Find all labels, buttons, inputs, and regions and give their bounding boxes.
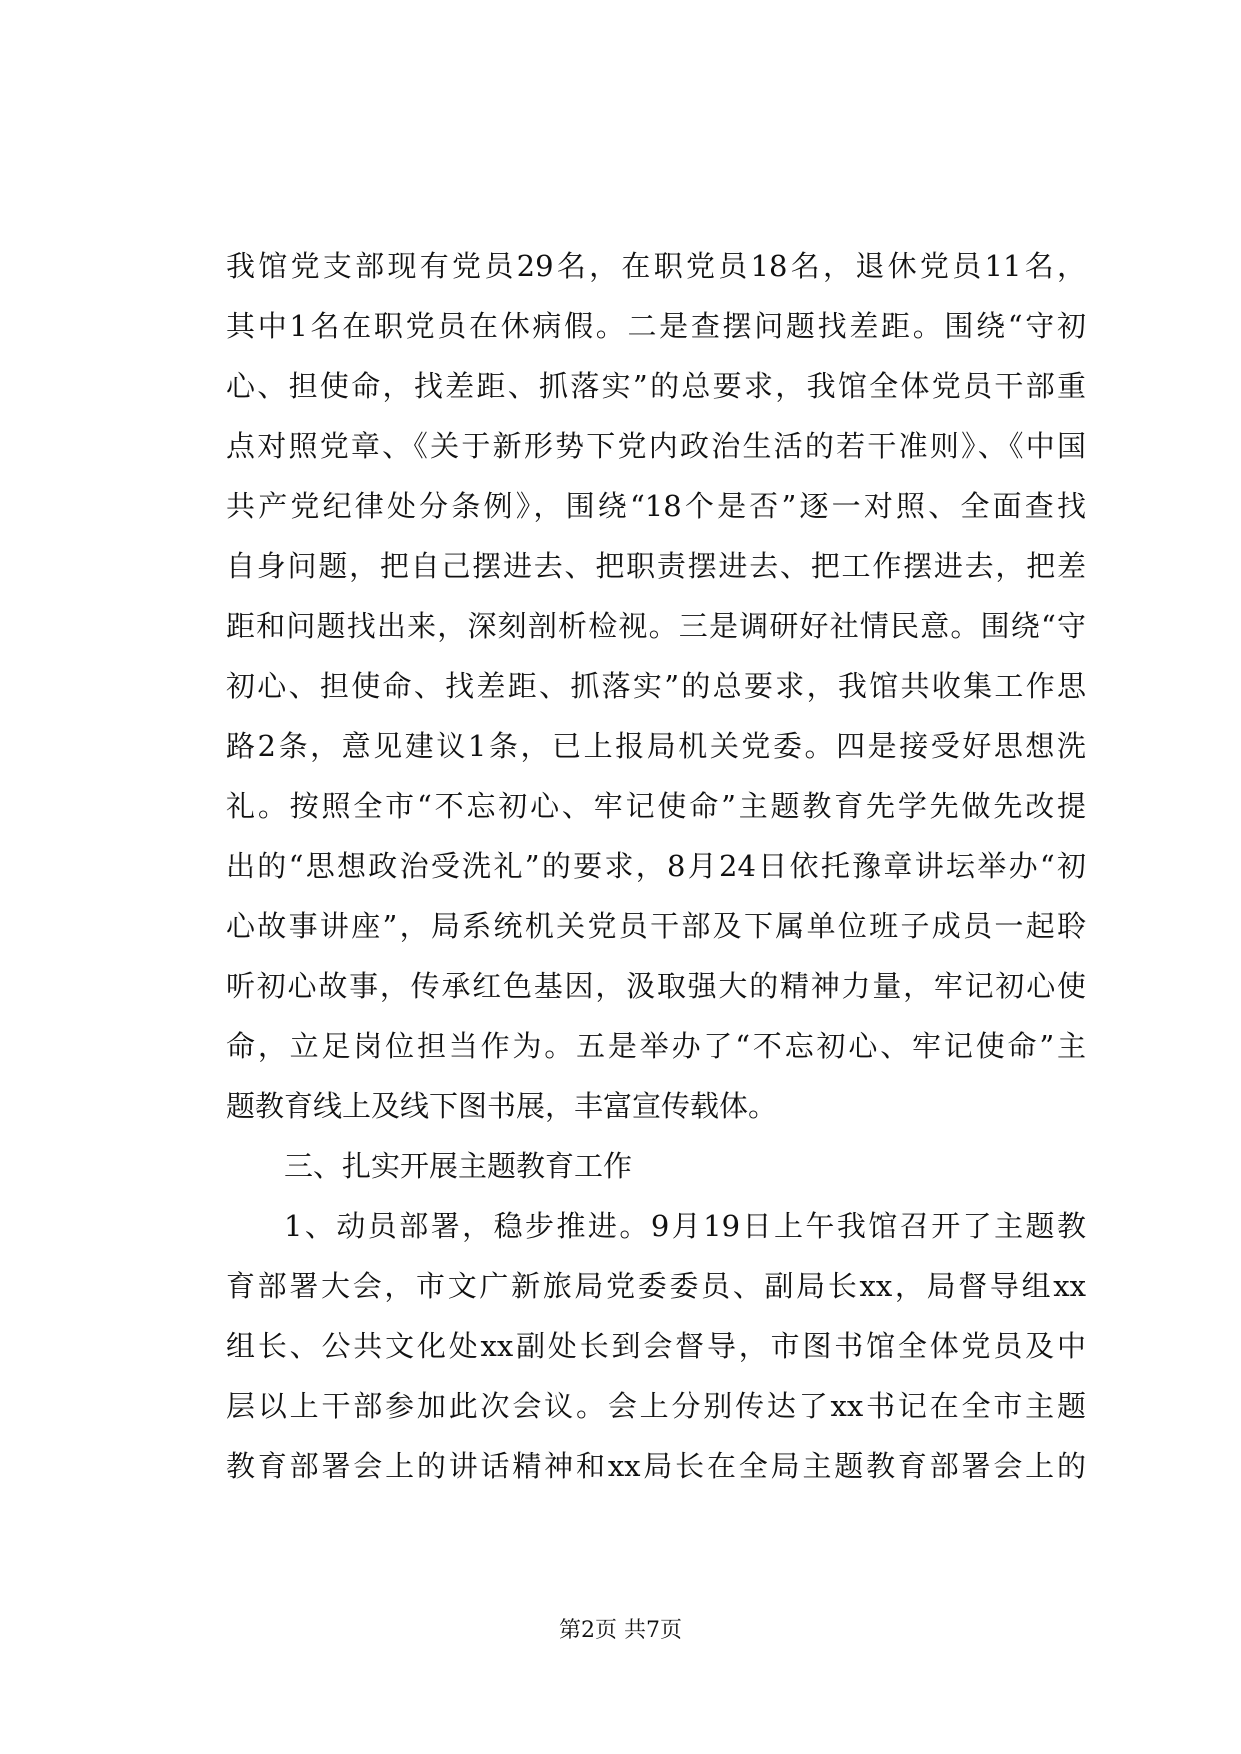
- text-line: 初心、担使命、找差距、抓落实”的总要求，我馆共收集工作思: [226, 669, 1086, 703]
- text-line: 礼。按照全市“不忘初心、牢记使命”主题教育先学先做先改提: [226, 789, 1086, 823]
- document-body: [226, 236, 1086, 1496]
- text-line: 其中1名在职党员在休病假。二是查摆问题找差距。围绕“守初: [226, 309, 1086, 343]
- text-line: 1、动员部署，稳步推进。9月19日上午我馆召开了主题教: [284, 1209, 1086, 1243]
- text-line: 育部署大会，市文广新旅局党委委员、副局长xx，局督导组xx: [226, 1269, 1086, 1303]
- text-line: 题教育线上及线下图书展，丰富宣传载体。: [226, 1089, 778, 1123]
- text-line: 我馆党支部现有党员29名，在职党员18名，退休党员11名，: [226, 249, 1086, 283]
- text-line: 共产党纪律处分条例》，围绕“18个是否”逐一对照、全面查找: [226, 489, 1086, 523]
- page-footer: 第2页 共7页: [559, 1618, 682, 1643]
- text-line: 点对照党章、《关于新形势下党内政治生活的若干准则》、《中国: [226, 429, 1086, 463]
- text-line: 心、担使命，找差距、抓落实”的总要求，我馆全体党员干部重: [226, 369, 1086, 403]
- text-line: 出的“思想政治受洗礼”的要求，8月24日依托豫章讲坛举办“初: [226, 849, 1086, 883]
- text-line: 自身问题，把自己摆进去、把职责摆进去、把工作摆进去，把差: [226, 549, 1086, 583]
- text-line: 路2条，意见建议1条，已上报局机关党委。四是接受好思想洗: [226, 729, 1086, 763]
- section-heading: 三、扎实开展主题教育工作: [284, 1149, 633, 1183]
- text-line: 听初心故事，传承红色基因，汲取强大的精神力量，牢记初心使: [226, 969, 1086, 1003]
- text-line: 层以上干部参加此次会议。会上分别传达了xx书记在全市主题: [226, 1389, 1086, 1423]
- text-line: 组长、公共文化处xx副处长到会督导，市图书馆全体党员及中: [226, 1329, 1086, 1363]
- text-line: 距和问题找出来，深刻剖析检视。三是调研好社情民意。围绕“守: [226, 609, 1086, 643]
- text-line: 心故事讲座”，局系统机关党员干部及下属单位班子成员一起聆: [226, 909, 1086, 943]
- text-line: 教育部署会上的讲话精神和xx局长在全局主题教育部署会上的: [226, 1449, 1086, 1483]
- text-line: 命，立足岗位担当作为。五是举办了“不忘初心、牢记使命”主: [226, 1029, 1086, 1063]
